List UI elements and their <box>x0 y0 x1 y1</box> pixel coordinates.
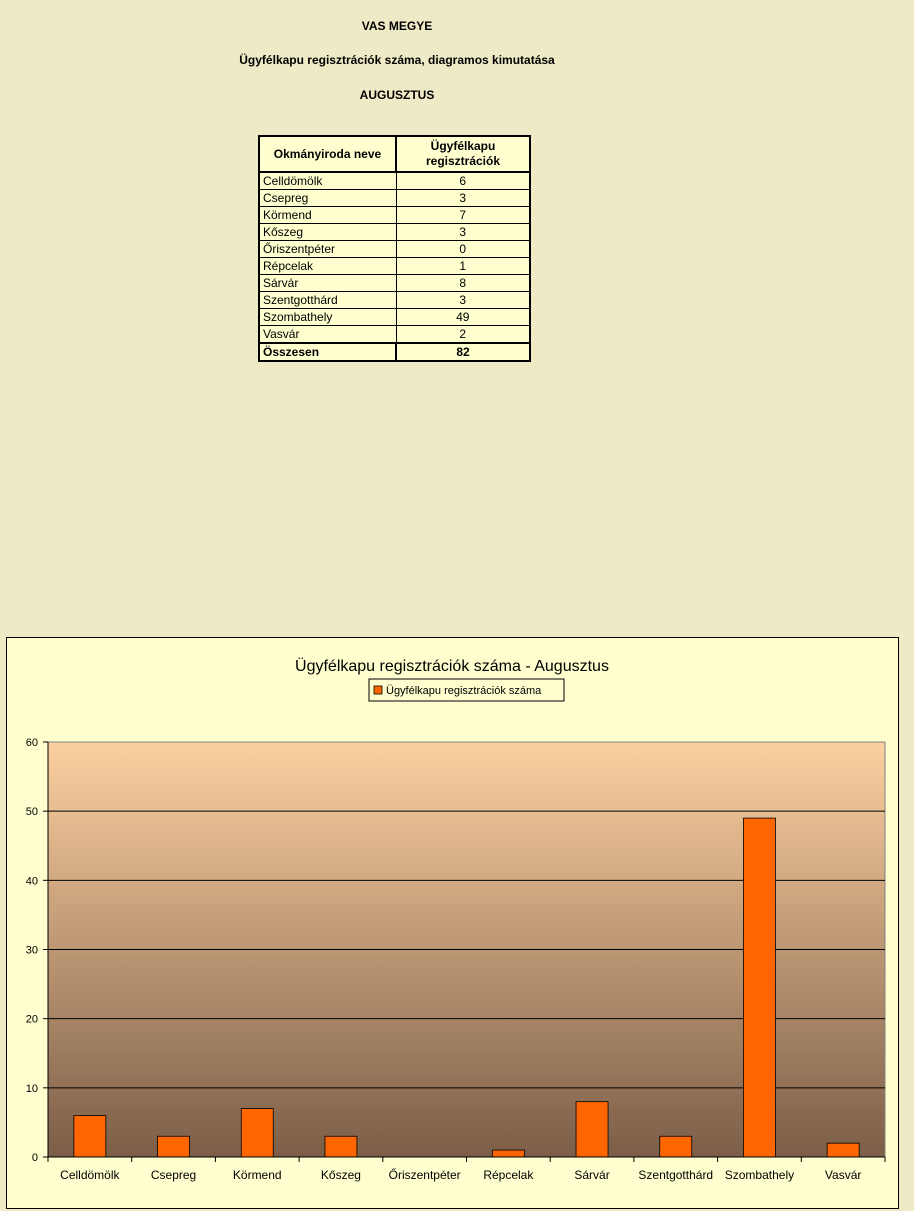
registration-count: 8 <box>396 275 530 292</box>
table-row <box>259 224 530 241</box>
registration-count: 7 <box>396 207 530 224</box>
title-month: AUGUSZTUS <box>359 88 435 102</box>
bar-2 <box>158 1136 190 1157</box>
x-tick-label: Őriszentpéter <box>388 1168 461 1182</box>
bar-8 <box>660 1136 692 1157</box>
y-tick-label: 30 <box>25 944 38 957</box>
chart-legend <box>369 679 564 701</box>
title-report: Ügyfélkapu regisztrációk száma, diagramos kimutatása <box>239 53 555 67</box>
office-name: Szombathely <box>259 309 396 326</box>
table-row <box>259 241 530 258</box>
legend-label: Ügyfélkapu regisztrációk száma <box>386 685 542 697</box>
office-name: Répcelak <box>259 258 396 275</box>
y-tick-label: 40 <box>25 875 38 888</box>
chart-title: Ügyfélkapu regisztrációk száma - Augusztus <box>295 658 609 675</box>
office-name: Celldömölk <box>259 172 396 190</box>
y-tick-label: 10 <box>25 1082 38 1095</box>
office-name: Csepreg <box>259 190 396 207</box>
y-tick-label: 50 <box>25 806 38 819</box>
bar-6 <box>492 1150 524 1157</box>
x-tick-label: Szentgotthárd <box>638 1168 714 1182</box>
table-total-row <box>259 343 530 361</box>
registration-count: 0 <box>396 241 530 258</box>
bar-chart <box>7 638 898 1208</box>
registration-count: 1 <box>396 258 530 275</box>
office-name: Kőszeg <box>259 224 396 241</box>
bar-3 <box>241 1109 273 1157</box>
x-tick-label: Répcelak <box>483 1168 534 1182</box>
column-header-line2: regisztrációk <box>425 154 501 168</box>
registration-count: 3 <box>396 190 530 207</box>
total-label: Összesen <box>259 343 396 361</box>
registrations-table <box>258 135 531 362</box>
office-name: Őriszentpéter <box>259 241 396 258</box>
x-axis <box>48 1157 885 1182</box>
y-axis <box>26 737 48 1164</box>
bar-1 <box>74 1116 106 1158</box>
registration-count: 6 <box>396 172 530 190</box>
table-row <box>259 190 530 207</box>
table-row <box>259 292 530 309</box>
office-name: Sárvár <box>259 275 396 292</box>
table-row <box>259 207 530 224</box>
title-county: VAS MEGYE <box>361 19 433 33</box>
office-name: Szentgotthárd <box>259 292 396 309</box>
bar-10 <box>827 1143 859 1157</box>
x-tick-label: Celldömölk <box>60 1168 120 1182</box>
column-header-office: Okmányiroda neve <box>259 136 396 172</box>
x-tick-label: Vasvár <box>824 1168 862 1182</box>
bar-4 <box>325 1136 357 1157</box>
bar-7 <box>576 1102 608 1157</box>
y-tick-label: 0 <box>31 1152 38 1164</box>
table-header-row <box>259 136 530 172</box>
registration-count: 49 <box>396 309 530 326</box>
office-name: Körmend <box>259 207 396 224</box>
column-header-registrations <box>396 136 530 172</box>
table-row <box>259 172 530 190</box>
x-tick-label: Sárvár <box>574 1168 610 1182</box>
x-tick-label: Kőszeg <box>320 1168 361 1182</box>
bar-9 <box>743 818 775 1157</box>
total-value: 82 <box>396 343 530 361</box>
registration-count: 3 <box>396 292 530 309</box>
legend-swatch <box>374 686 382 694</box>
table-row <box>259 275 530 292</box>
column-header-line1: Ügyfélkapu <box>430 139 496 153</box>
office-name: Vasvár <box>259 326 396 344</box>
table-row <box>259 309 530 326</box>
table-row <box>259 258 530 275</box>
registration-count: 2 <box>396 326 530 344</box>
y-tick-label: 20 <box>25 1013 38 1026</box>
chart-area <box>6 637 899 1209</box>
table-row <box>259 326 530 344</box>
x-tick-label: Körmend <box>232 1168 282 1182</box>
y-tick-label: 60 <box>25 737 38 749</box>
x-tick-label: Csepreg <box>150 1168 197 1182</box>
registration-count: 3 <box>396 224 530 241</box>
x-tick-label: Szombathely <box>724 1168 795 1182</box>
